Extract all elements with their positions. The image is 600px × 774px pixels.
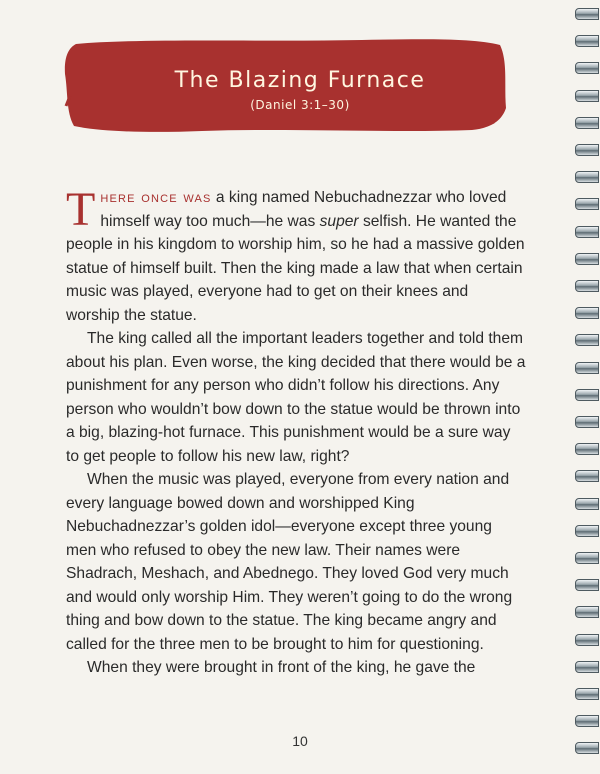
spiral-coil — [575, 688, 599, 700]
drop-cap: T — [66, 183, 96, 236]
page-number: 10 — [292, 733, 308, 749]
spiral-coil — [575, 498, 599, 510]
spiral-coil — [575, 307, 599, 319]
scripture-reference: (Daniel 3:1–30) — [250, 98, 350, 112]
spiral-coil — [575, 552, 599, 564]
story-title: The Blazing Furnace — [174, 68, 426, 93]
paragraph-3: When the music was played, everyone from every nation and every language bowed down and worshipped King Nebuchadnezzar’s golden idol—everyone except three young men who refused to obey the new law. Their names were Shadrach, Meshach, and Abednego. They loved God very much and would only worship Him. They weren’t going to do the wrong thing and bow down to the statue. The king became angry and called for the three men to be brought to him for questioning. — [66, 471, 513, 653]
spiral-coil — [575, 226, 599, 238]
paragraph-1 — [66, 183, 526, 327]
spiral-coil — [575, 144, 599, 156]
spiral-coil — [575, 470, 599, 482]
emphasis-super: super — [319, 212, 359, 230]
spiral-coil — [575, 198, 599, 210]
spiral-coil — [575, 253, 599, 265]
spiral-coil — [575, 171, 599, 183]
spiral-coil — [575, 362, 599, 374]
spiral-coil — [575, 443, 599, 455]
spiral-binding — [575, 8, 600, 768]
spiral-coil — [575, 334, 599, 346]
spiral-coil — [575, 90, 599, 102]
story-body — [66, 183, 526, 680]
spiral-coil — [575, 62, 599, 74]
spiral-coil — [575, 661, 599, 673]
spiral-coil — [575, 742, 599, 754]
paragraph-4: When they were brought in front of the king, he gave the — [87, 659, 476, 676]
spiral-coil — [575, 606, 599, 618]
spiral-coil — [575, 525, 599, 537]
lead-in-caps: here once was — [100, 189, 212, 206]
paragraph-1-text-a: a king named Nebuchadnezzar who loved himself way too much—he was — [100, 189, 507, 230]
paragraph-2: The king called all the important leaders together and told them about his plan. Even worse, the king decided that there would be a punishment for any person who didn’t follow his directions. Any person who wouldn’t bow down to the statue would be thrown into a big, blazing-hot furnace. This punishment would be a sure way to get people to follow his new law, right? — [66, 330, 526, 465]
spiral-coil — [575, 715, 599, 727]
spiral-coil — [575, 280, 599, 292]
spiral-coil — [575, 117, 599, 129]
spiral-coil — [575, 579, 599, 591]
spiral-coil — [575, 634, 599, 646]
spiral-coil — [575, 8, 599, 20]
spiral-coil — [575, 35, 599, 47]
spiral-coil — [575, 416, 599, 428]
paragraph-1-text-b: selfish. He wanted the people in his kingdom to worship him, so he had a massive golden statue of himself built. Then the king made a law that when certain music was played, everyone had to get on their knees and worship the statue. — [66, 212, 525, 324]
spiral-coil — [575, 389, 599, 401]
